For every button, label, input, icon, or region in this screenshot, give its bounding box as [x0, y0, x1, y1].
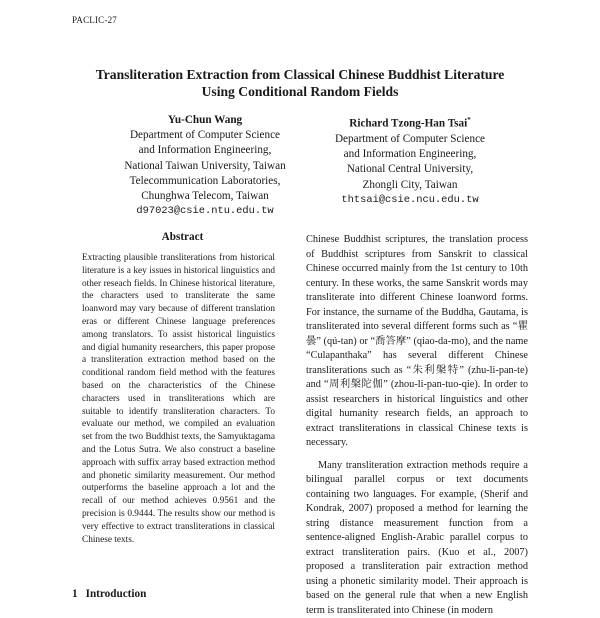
title-line-2: Using Conditional Random Fields: [60, 83, 540, 100]
corresponding-mark: *: [467, 116, 471, 124]
author-email[interactable]: thtsai@csie.ncu.edu.tw: [300, 193, 520, 208]
author-affiliation: Department of Computer Science: [300, 132, 520, 147]
body-column-right: [306, 233, 528, 618]
author-block-1: [95, 113, 315, 219]
author-affiliation: Telecommunication Laboratories,: [95, 174, 315, 189]
author-name: [300, 113, 520, 132]
author-email[interactable]: d97023@csie.ntu.edu.tw: [95, 204, 315, 219]
author-affiliation: National Taiwan University, Taiwan: [95, 159, 315, 174]
author-affiliation: and Information Engineering,: [300, 147, 520, 162]
author-affiliation: and Information Engineering,: [95, 143, 315, 158]
abstract-text: Extracting plausible transliterations from historical literature is a key issues in historical linguistics and other reseach fields. In Chinese historical literature, the characters used to transliterate the same loanword may vary because of different translation eras or different Chinese language preferences among translators. To assist historical linguistics and digial humanity researchers, this paper propose a transliteration extraction method based on the conditional random field method with the features based on the characteristics of the Chinese characters used in transliterations which are suitable to identify transliteration characters. To evaluate our method, we compiled an evaluation set from the two Buddhist texts, the Samyuktagama and the Lotus Sutra. We also construct a baseline approach with suffix array based extraction method and phonetic similarity measurement. Our method outperforms the baseline approach a lot and the recall of our method achieves 0.9561 and the precision is 0.9444. The results show our method is very effective to extract transliterations in classical Chinese texts.: [82, 252, 275, 546]
section-number: 1: [72, 588, 78, 600]
body-paragraph: Chinese Buddhist scriptures, the translation process of Buddhist scriptures from Sanskrit to classical Chinese occurred mainly from the 1st century to 10th century. In these works, the same Sanskrit words may transliterate into different Chinese loanword forms. For instance, the surname of the Buddha, Gautama, is transliterated into several different forms such as “瞿曇” (qú-tan) or “喬答摩” (qiao-da-mo), and the name “Culapanthaka” has several different Chinese transliterations such as “朱利槃特” (zhu-li-pan-te) and “周利槃陀伽” (zhou-li-pan-tuo-qie). In order to assist researchers in historical linguistics and other digital humanity research fields, an approach to extract transliterations in classical Chinese texts is necessary.: [306, 233, 528, 451]
section-heading: [72, 588, 146, 600]
section-title: Introduction: [86, 588, 147, 600]
author-affiliation: Chunghwa Telecom, Taiwan: [95, 189, 315, 204]
title-line-1: Transliteration Extraction from Classical Chinese Buddhist Literature: [60, 66, 540, 83]
author-affiliation: National Central University,: [300, 162, 520, 177]
conference-tag: PACLIC-27: [72, 15, 117, 25]
author-affiliation: Zhongli City, Taiwan: [300, 178, 520, 193]
author-affiliation: Department of Computer Science: [95, 128, 315, 143]
author-name-text: Richard Tzong-Han Tsai: [349, 118, 467, 130]
author-name: Yu-Chun Wang: [95, 113, 315, 128]
paper-title: [60, 66, 540, 100]
abstract-heading: Abstract: [110, 231, 255, 243]
author-block-2: [300, 113, 520, 208]
body-paragraph: Many transliteration extraction methods require a bilingual parallel corpus or text documents containing two languages. For example, (Sherif and Kondrak, 2007) proposed a method for learning the string distance measurement function from a sentence-aligned English-Arabic parallel corpus to extract transliteration pairs. (Kuo et al., 2007) proposed a transliteration pair extraction method using a phonetic similarity model. Their approach is based on the general rule that when a new English term is transliterated into Chinese (in modern: [306, 459, 528, 618]
